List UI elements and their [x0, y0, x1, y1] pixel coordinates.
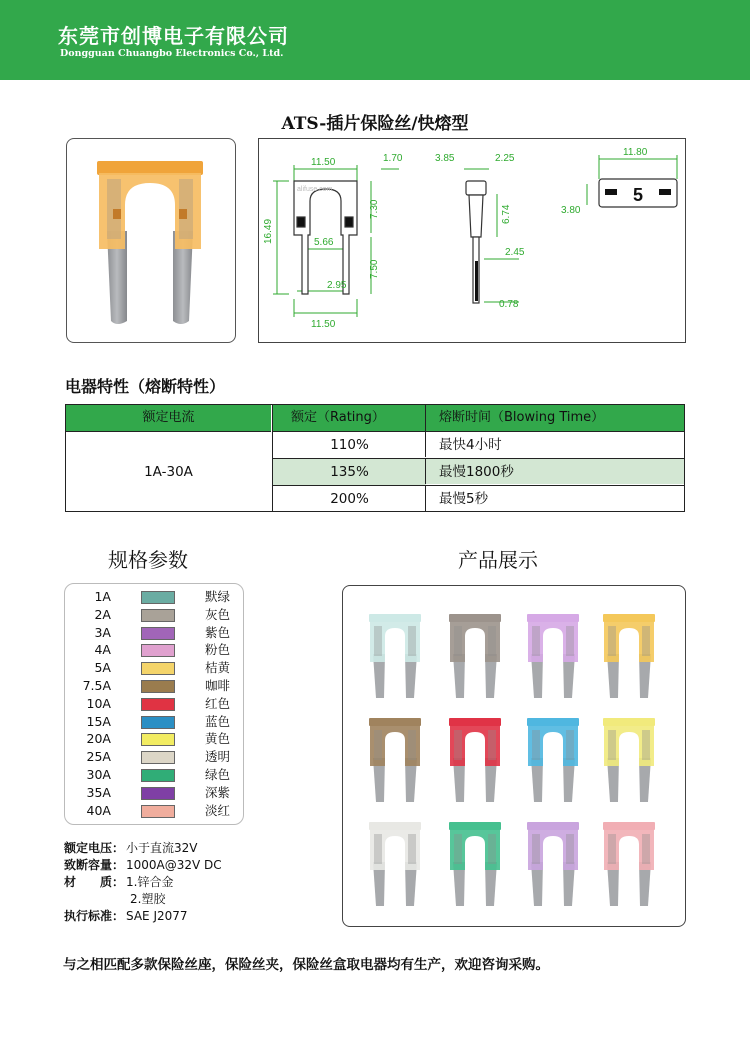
legend-swatch: [141, 680, 175, 693]
dimension-drawing: [259, 139, 685, 342]
legend-amp: 30A: [86, 767, 111, 782]
spec-detail-value: SAE J2077: [126, 909, 188, 923]
specs-section-title: 规格参数: [108, 548, 188, 572]
rating-110: 110%: [272, 431, 426, 458]
legend-color-name: 粉色: [205, 642, 231, 658]
dim-top-height: 3.80: [561, 205, 581, 216]
legend-amp: 25A: [86, 749, 111, 765]
gallery-fuse: [369, 822, 421, 906]
spec-detail-label: 致断容量：: [64, 858, 125, 872]
dim-top-width: 11.80: [623, 147, 648, 158]
legend-row: [65, 659, 243, 676]
dim-width-top: 11.50: [311, 157, 336, 168]
spec-detail-line: [64, 857, 222, 874]
gallery-fuse: [527, 614, 579, 698]
legend-amp: 2A: [94, 606, 111, 622]
gallery-fuse: [603, 614, 655, 698]
spec-detail-label: 材 质：: [64, 875, 125, 889]
legend-row: [65, 748, 243, 765]
spec-detail-value: 小于直流32V: [126, 841, 198, 855]
legend-color-name: 淡红: [205, 802, 231, 818]
time-135: 最慢1800秒: [425, 458, 684, 484]
legend-row: [65, 677, 243, 694]
electrical-section-title: 电器特性（熔断特性）: [65, 377, 226, 396]
blowing-time-table: [65, 404, 685, 512]
spec-detail-line: [64, 908, 222, 925]
legend-swatch: [141, 751, 175, 764]
dim-side-head: 2.25: [495, 153, 515, 164]
legend-color-name: 紫色: [205, 624, 231, 640]
legend-amp: 4A: [94, 642, 111, 658]
company-name-en: Dongguan Chuangbo Electronics Co., Ltd.: [60, 48, 284, 59]
gallery-fuse: [369, 614, 421, 698]
table-header-rating: 额定（Rating）: [272, 405, 425, 431]
legend-swatch: [141, 644, 175, 657]
gallery-section-title: 产品展示: [458, 548, 538, 572]
spec-detail-value: 1000A@32V DC: [126, 858, 222, 872]
dimension-drawing-box: [258, 138, 686, 343]
footer-note: 与之相匹配多款保险丝座，保险丝夹，保险丝盒取电器均有生产，欢迎咨询采购。: [63, 957, 549, 973]
dim-gap-width: 5.66: [314, 237, 334, 248]
legend-amp: 20A: [86, 731, 111, 747]
legend-color-name: 深紫: [205, 784, 231, 800]
gallery-fuse: [449, 822, 501, 906]
legend-row: [65, 606, 243, 623]
color-legend: [64, 583, 244, 825]
gallery-fuse: [449, 718, 501, 802]
legend-amp: 10A: [86, 695, 111, 711]
spec-detail-value: 1.锌合金: [126, 875, 174, 889]
page-title: ATS-插片保险丝/快熔型: [281, 114, 469, 134]
legend-row: [65, 695, 243, 712]
legend-color-name: 绿色: [205, 767, 231, 782]
legend-amp: 5A: [94, 660, 111, 676]
legend-amp: 1A: [94, 589, 111, 604]
fuse-photo: [67, 139, 235, 342]
legend-color-name: 默绿: [205, 589, 231, 604]
legend-row: [65, 766, 243, 783]
dim-side-top: 3.85: [435, 153, 455, 164]
legend-row: [65, 588, 243, 605]
product-gallery: [342, 585, 686, 927]
gallery-fuse: [527, 718, 579, 802]
table-header-time: 熔断时间（Blowing Time）: [425, 405, 684, 431]
legend-row: [65, 641, 243, 658]
legend-swatch: [141, 609, 175, 622]
spec-detail-value: 2.塑胶: [130, 892, 166, 906]
legend-color-name: 灰色: [205, 606, 231, 622]
rating-200: 200%: [272, 485, 426, 512]
legend-color-name: 透明: [205, 749, 231, 765]
spec-detail-line: [64, 840, 222, 857]
time-110: 最快4小时: [425, 431, 684, 457]
time-200: 最慢5秒: [425, 485, 684, 511]
spec-detail-label: 额定电压：: [64, 841, 125, 855]
legend-swatch: [141, 627, 175, 640]
legend-amp: 35A: [86, 784, 111, 800]
legend-color-name: 黄色: [205, 731, 231, 747]
dim-blade-length: 7.50: [369, 259, 380, 279]
legend-swatch: [141, 769, 175, 782]
legend-swatch: [141, 698, 175, 711]
legend-swatch: [141, 787, 175, 800]
dim-side-body: 6.74: [501, 204, 512, 224]
legend-row: [65, 802, 243, 819]
legend-row: [65, 624, 243, 641]
company-name-cn: 东莞市创博电子有限公司: [58, 24, 289, 48]
legend-amp: 3A: [94, 624, 111, 640]
dim-side-thick: 0.78: [499, 299, 519, 310]
dim-width-bottom: 11.50: [311, 319, 336, 330]
dim-blade-width: 2.95: [327, 280, 347, 291]
table-header-current: 额定电流: [66, 405, 271, 431]
rating-135: 135%: [272, 458, 426, 485]
legend-row: [65, 730, 243, 747]
legend-swatch: [141, 591, 175, 604]
gallery-fuse: [449, 614, 501, 698]
legend-amp: 7.5A: [82, 678, 111, 693]
legend-color-name: 红色: [205, 695, 231, 711]
spec-detail-line: [64, 891, 222, 908]
legend-amp: 15A: [86, 713, 111, 729]
current-range: 1A-30A: [66, 431, 271, 512]
spec-details: [64, 840, 222, 925]
rating-mark: 5: [633, 185, 644, 205]
spec-detail-label: 执行标准：: [64, 909, 125, 923]
legend-row: [65, 784, 243, 801]
dim-height-total: 16.49: [263, 218, 274, 244]
dim-side-blade: 2.45: [505, 247, 525, 258]
gallery-fuses: [343, 586, 685, 926]
legend-swatch: [141, 733, 175, 746]
legend-color-name: 桔黄: [205, 660, 231, 676]
legend-swatch: [141, 662, 175, 675]
gallery-fuse: [603, 718, 655, 802]
legend-swatch: [141, 716, 175, 729]
watermark: alifuse.com: [297, 186, 333, 193]
gallery-fuse: [369, 718, 421, 802]
product-photo-box: [66, 138, 236, 343]
legend-row: [65, 713, 243, 730]
legend-swatch: [141, 805, 175, 818]
spec-detail-line: [64, 874, 222, 891]
legend-color-name: 咖啡: [205, 678, 231, 693]
gallery-fuse: [527, 822, 579, 906]
gallery-fuse: [603, 822, 655, 906]
legend-color-name: 蓝色: [205, 713, 231, 729]
legend-amp: 40A: [86, 802, 111, 818]
dim-tab-offset: 1.70: [383, 153, 403, 164]
dim-body-height: 7.30: [369, 199, 380, 219]
